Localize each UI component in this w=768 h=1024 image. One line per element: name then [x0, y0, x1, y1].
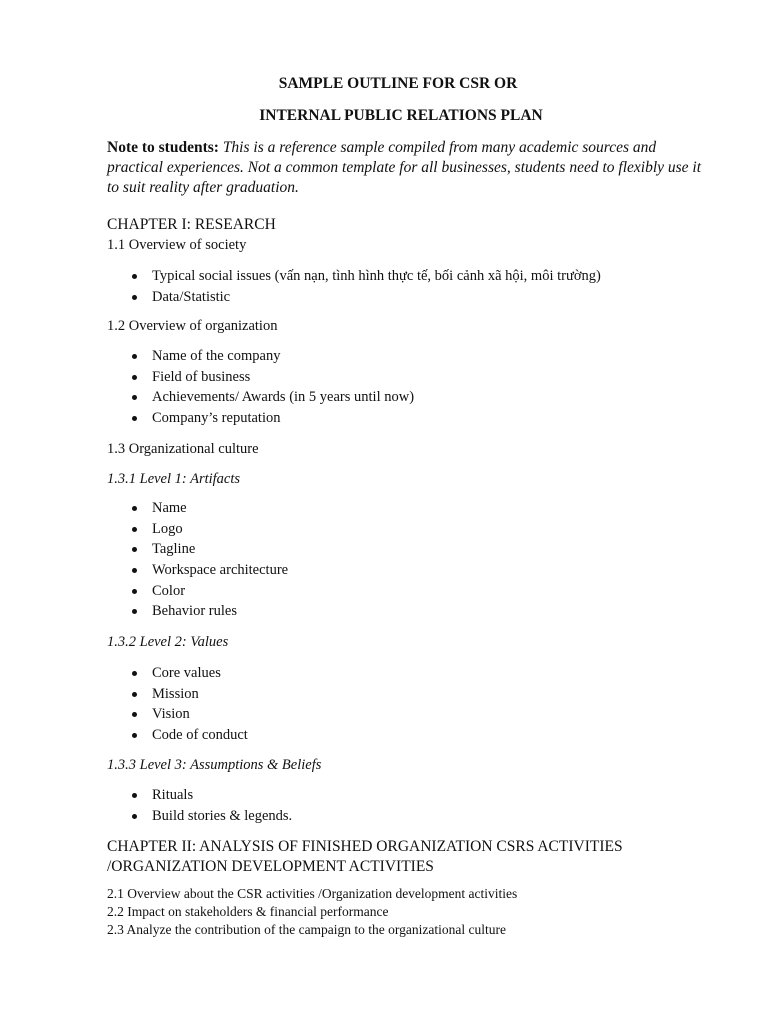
- note-body: This is a reference sample compiled from many academic sources and practical experiences. Not a common template for all businesses, students need to flexibly use it to suit reality after graduation.: [107, 139, 702, 196]
- section-1-1-heading: 1.1 Overview of society: [107, 237, 247, 253]
- chapter-1-heading: CHAPTER I: RESEARCH: [107, 216, 276, 233]
- list-item: Rituals: [107, 785, 292, 806]
- section-1-2-heading: 1.2 Overview of organization: [107, 318, 278, 334]
- list-item: Achievements/ Awards (in 5 years until now): [107, 387, 414, 408]
- list-item: Core values: [107, 663, 248, 684]
- section-1-3-1-heading: 1.3.1 Level 1: Artifacts: [107, 471, 241, 487]
- note-to-students: [107, 138, 707, 198]
- list-item: Workspace architecture: [107, 560, 288, 581]
- section-1-2-list: [107, 346, 414, 429]
- list-item: Typical social issues (vấn nạn, tình hình thực tế, bối cảnh xã hội, môi trường): [107, 266, 601, 287]
- chapter-2-heading: CHAPTER II: ANALYSIS OF FINISHED ORGANIZATION CSRS ACTIVITIES /ORGANIZATION DEVELOPMENT ACTIVITIES: [107, 838, 623, 875]
- list-item: Behavior rules: [107, 601, 288, 622]
- list-item: Tagline: [107, 539, 288, 560]
- list-item: Vision: [107, 704, 248, 725]
- list-item: Code of conduct: [107, 725, 248, 746]
- section-2-1: 2.1 Overview about the CSR activities /Organization development activities: [107, 886, 518, 901]
- list-item: Company’s reputation: [107, 408, 414, 429]
- document-title-line-2: INTERNAL PUBLIC RELATIONS PLAN: [259, 107, 543, 124]
- section-1-3-3-list: [107, 785, 292, 826]
- section-1-3-heading: 1.3 Organizational culture: [107, 441, 259, 457]
- document-title-line-1: SAMPLE OUTLINE FOR CSR OR: [278, 75, 518, 92]
- section-1-1-list: [107, 266, 601, 307]
- note-label: Note to students:: [107, 139, 219, 156]
- list-item: Name of the company: [107, 346, 414, 367]
- section-2-3: 2.3 Analyze the contribution of the campaign to the organizational culture: [107, 922, 507, 937]
- list-item: Name: [107, 498, 288, 519]
- section-1-3-3-heading: 1.3.3 Level 3: Assumptions & Beliefs: [107, 757, 322, 773]
- list-item: Build stories & legends.: [107, 806, 292, 827]
- section-2-2: 2.2 Impact on stakeholders & financial performance: [107, 904, 389, 919]
- list-item: Color: [107, 581, 288, 602]
- section-1-3-1-list: [107, 498, 288, 622]
- list-item: Mission: [107, 684, 248, 705]
- section-1-3-2-list: [107, 663, 248, 746]
- list-item: Data/Statistic: [107, 287, 601, 308]
- list-item: Field of business: [107, 367, 414, 388]
- section-1-3-2-heading: 1.3.2 Level 2: Values: [107, 634, 229, 650]
- list-item: Logo: [107, 519, 288, 540]
